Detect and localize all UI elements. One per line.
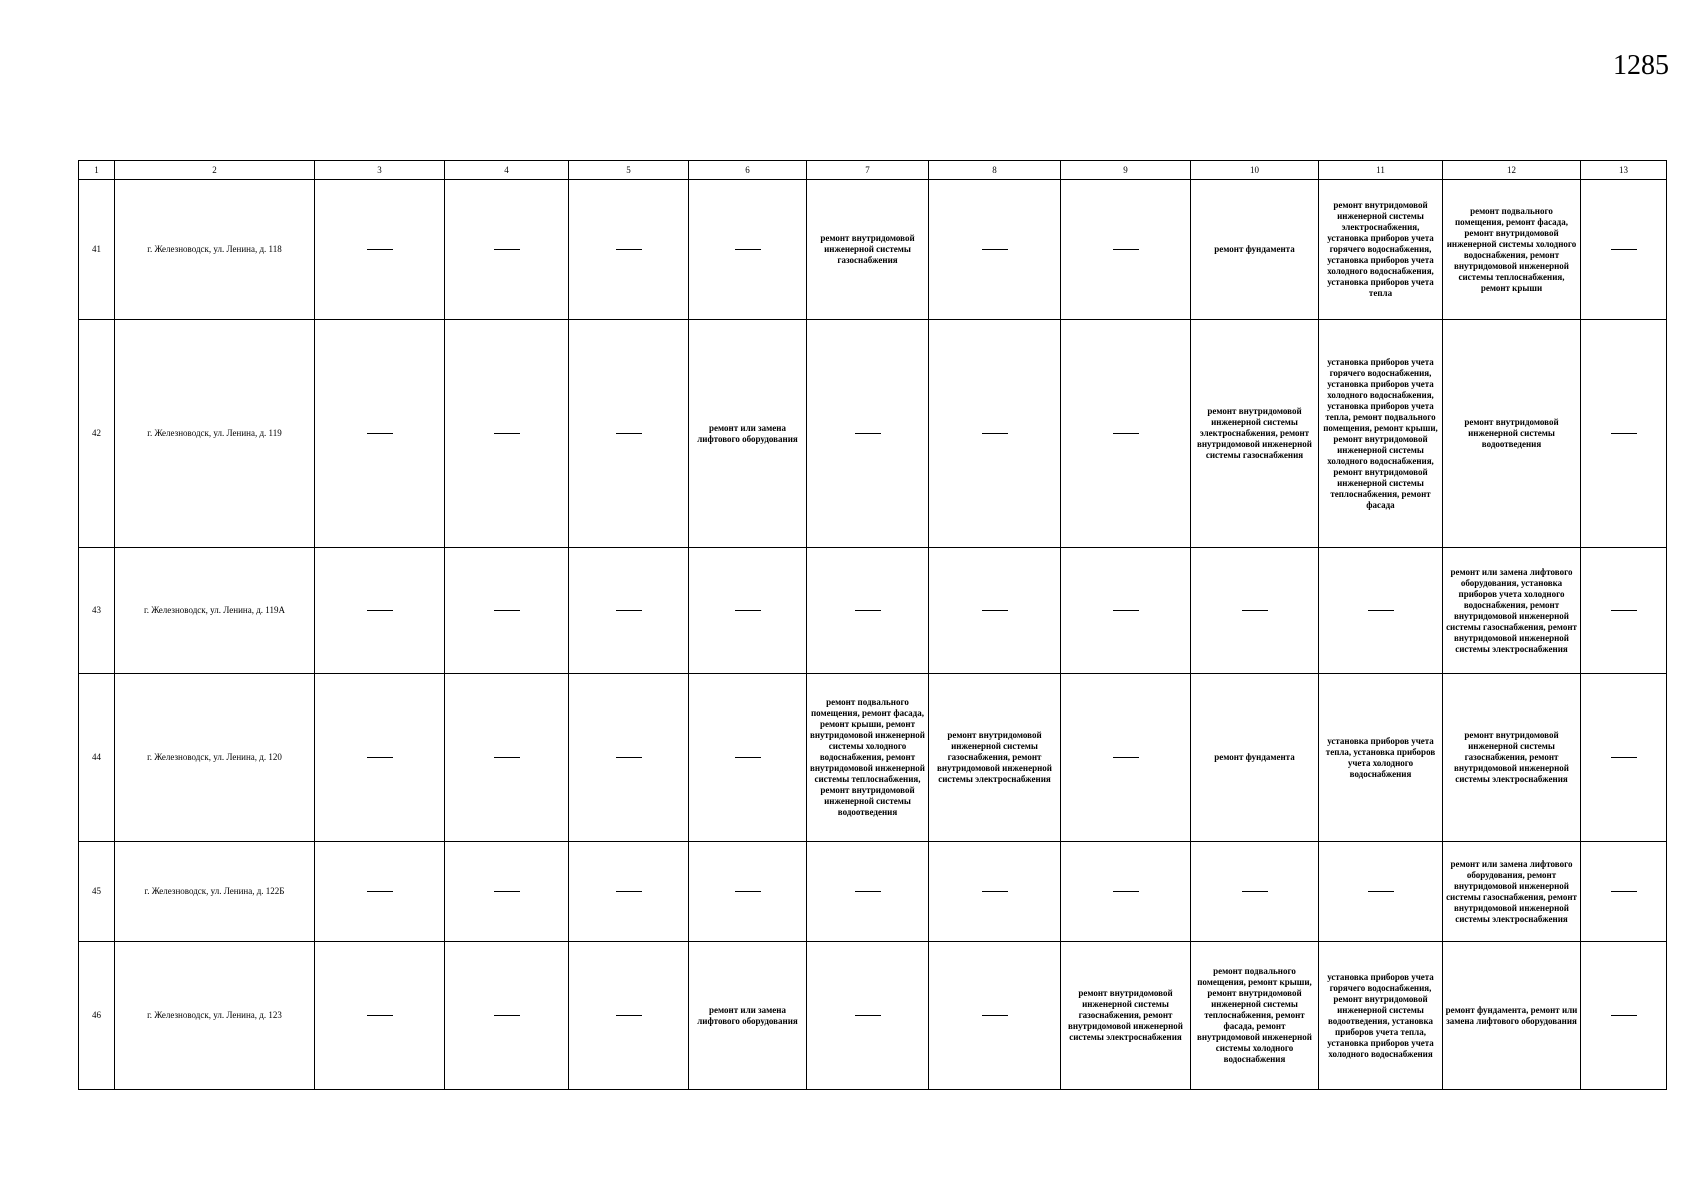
empty-cell xyxy=(569,320,689,548)
empty-cell xyxy=(929,842,1061,942)
dash-mark xyxy=(616,757,642,758)
dash-mark xyxy=(1368,891,1394,892)
empty-cell xyxy=(315,842,445,942)
row-number-cell: 43 xyxy=(79,548,115,674)
empty-cell xyxy=(1061,548,1191,674)
empty-cell xyxy=(1061,320,1191,548)
dash-mark xyxy=(1611,433,1637,434)
dash-mark xyxy=(616,433,642,434)
work-cell: ремонт внутридомовой инженерной системы водоотведения xyxy=(1443,320,1581,548)
dash-mark xyxy=(1113,433,1139,434)
empty-cell xyxy=(1061,180,1191,320)
table-row xyxy=(79,180,1667,320)
dash-mark xyxy=(1242,891,1268,892)
empty-cell xyxy=(1319,548,1443,674)
empty-cell xyxy=(689,180,807,320)
empty-cell xyxy=(1581,320,1667,548)
repair-schedule-table xyxy=(78,160,1667,1090)
dash-mark xyxy=(1611,891,1637,892)
empty-cell xyxy=(807,942,929,1090)
work-cell: ремонт или замена лифтового оборудования, ремонт внутридомовой инженерной системы газоснабжения, ремонт внутридомовой инженерной системы электроснабжения xyxy=(1443,842,1581,942)
dash-mark xyxy=(735,757,761,758)
empty-cell xyxy=(569,674,689,842)
dash-mark xyxy=(1242,610,1268,611)
column-number-cell: 11 xyxy=(1319,161,1443,180)
empty-cell xyxy=(315,942,445,1090)
empty-cell xyxy=(569,842,689,942)
empty-cell xyxy=(1581,548,1667,674)
table-row xyxy=(79,942,1667,1090)
address-cell: г. Железноводск, ул. Ленина, д. 123 xyxy=(115,942,315,1090)
dash-mark xyxy=(367,433,393,434)
empty-cell xyxy=(1061,842,1191,942)
dash-mark xyxy=(982,249,1008,250)
dash-mark xyxy=(855,433,881,434)
empty-cell xyxy=(445,548,569,674)
dash-mark xyxy=(494,757,520,758)
column-number-cell: 5 xyxy=(569,161,689,180)
empty-cell xyxy=(689,842,807,942)
empty-cell xyxy=(807,320,929,548)
empty-cell xyxy=(569,548,689,674)
empty-cell xyxy=(445,320,569,548)
work-cell: ремонт внутридомовой инженерной системы газоснабжения, ремонт внутридомовой инженерной системы электроснабжения xyxy=(929,674,1061,842)
address-cell: г. Железноводск, ул. Ленина, д. 122Б xyxy=(115,842,315,942)
dash-mark xyxy=(735,891,761,892)
dash-mark xyxy=(616,249,642,250)
dash-mark xyxy=(494,1015,520,1016)
work-cell: ремонт или замена лифтового оборудования xyxy=(689,942,807,1090)
dash-mark xyxy=(616,1015,642,1016)
dash-mark xyxy=(616,610,642,611)
empty-cell xyxy=(1581,842,1667,942)
work-cell: ремонт внутридомовой инженерной системы электроснабжения, ремонт внутридомовой инженерной системы газоснабжения xyxy=(1191,320,1319,548)
dash-mark xyxy=(367,249,393,250)
dash-mark xyxy=(982,433,1008,434)
table-row xyxy=(79,320,1667,548)
dash-mark xyxy=(982,1015,1008,1016)
column-number-cell: 10 xyxy=(1191,161,1319,180)
address-cell: г. Железноводск, ул. Ленина, д. 120 xyxy=(115,674,315,842)
dash-mark xyxy=(735,249,761,250)
dash-mark xyxy=(494,891,520,892)
dash-mark xyxy=(1611,249,1637,250)
empty-cell xyxy=(445,842,569,942)
work-cell: ремонт подвального помещения, ремонт фасада, ремонт крыши, ремонт внутридомовой инженерной системы холодного водоснабжения, ремонт внутридомовой инженерной системы теплоснабжения, ремонт внутридомовой инженерной системы водоотведения xyxy=(807,674,929,842)
dash-mark xyxy=(367,757,393,758)
dash-mark xyxy=(855,610,881,611)
column-number-row xyxy=(79,161,1667,180)
work-cell: ремонт внутридомовой инженерной системы газоснабжения, ремонт внутридомовой инженерной системы электроснабжения xyxy=(1443,674,1581,842)
address-cell: г. Железноводск, ул. Ленина, д. 119А xyxy=(115,548,315,674)
dash-mark xyxy=(1611,610,1637,611)
empty-cell xyxy=(929,548,1061,674)
work-cell: установка приборов учета горячего водоснабжения, ремонт внутридомовой инженерной системы водоотведения, установка приборов учета тепла, установка приборов учета холодного водоснабжения xyxy=(1319,942,1443,1090)
empty-cell xyxy=(1191,842,1319,942)
empty-cell xyxy=(315,548,445,674)
page-number: 1285 xyxy=(1613,50,1669,81)
column-number-cell: 12 xyxy=(1443,161,1581,180)
empty-cell xyxy=(929,180,1061,320)
work-cell: ремонт фундамента xyxy=(1191,180,1319,320)
empty-cell xyxy=(807,842,929,942)
dash-mark xyxy=(982,891,1008,892)
work-cell: ремонт фундамента, ремонт или замена лифтового оборудования xyxy=(1443,942,1581,1090)
dash-mark xyxy=(367,1015,393,1016)
empty-cell xyxy=(1581,180,1667,320)
work-cell: ремонт или замена лифтового оборудования xyxy=(689,320,807,548)
empty-cell xyxy=(929,942,1061,1090)
dash-mark xyxy=(855,1015,881,1016)
dash-mark xyxy=(494,433,520,434)
row-number-cell: 45 xyxy=(79,842,115,942)
dash-mark xyxy=(855,891,881,892)
empty-cell xyxy=(569,180,689,320)
column-number-cell: 6 xyxy=(689,161,807,180)
table-body xyxy=(79,161,1667,1090)
column-number-cell: 8 xyxy=(929,161,1061,180)
column-number-cell: 13 xyxy=(1581,161,1667,180)
work-cell: установка приборов учета тепла, установка приборов учета холодного водоснабжения xyxy=(1319,674,1443,842)
table-row xyxy=(79,674,1667,842)
work-cell: ремонт фундамента xyxy=(1191,674,1319,842)
column-number-cell: 4 xyxy=(445,161,569,180)
empty-cell xyxy=(1061,674,1191,842)
empty-cell xyxy=(1319,842,1443,942)
column-number-cell: 9 xyxy=(1061,161,1191,180)
work-cell: ремонт внутридомовой инженерной системы электроснабжения, установка приборов учета горячего водоснабжения, установка приборов учета холодного водоснабжения, установка приборов учета тепла xyxy=(1319,180,1443,320)
empty-cell xyxy=(315,320,445,548)
dash-mark xyxy=(1113,249,1139,250)
dash-mark xyxy=(494,249,520,250)
empty-cell xyxy=(315,674,445,842)
row-number-cell: 44 xyxy=(79,674,115,842)
empty-cell xyxy=(445,674,569,842)
table-row xyxy=(79,548,1667,674)
work-cell: установка приборов учета горячего водоснабжения, установка приборов учета холодного водоснабжения, установка приборов учета тепла, ремонт подвального помещения, ремонт крыши, ремонт внутридомовой инженерной системы холодного водоснабжения, ремонт внутридомовой инженерной системы теплоснабжения, ремонт фасада xyxy=(1319,320,1443,548)
work-cell: ремонт внутридомовой инженерной системы газоснабжения xyxy=(807,180,929,320)
dash-mark xyxy=(616,891,642,892)
dash-mark xyxy=(367,610,393,611)
work-cell: ремонт подвального помещения, ремонт крыши, ремонт внутридомовой инженерной системы теплоснабжения, ремонт фасада, ремонт внутридомовой инженерной системы холодного водоснабжения xyxy=(1191,942,1319,1090)
column-number-cell: 7 xyxy=(807,161,929,180)
dash-mark xyxy=(1368,610,1394,611)
empty-cell xyxy=(1191,548,1319,674)
dash-mark xyxy=(735,610,761,611)
row-number-cell: 42 xyxy=(79,320,115,548)
row-number-cell: 46 xyxy=(79,942,115,1090)
dash-mark xyxy=(367,891,393,892)
address-cell: г. Железноводск, ул. Ленина, д. 119 xyxy=(115,320,315,548)
work-cell: ремонт внутридомовой инженерной системы газоснабжения, ремонт внутридомовой инженерной системы электроснабжения xyxy=(1061,942,1191,1090)
empty-cell xyxy=(689,674,807,842)
dash-mark xyxy=(982,610,1008,611)
column-number-cell: 2 xyxy=(115,161,315,180)
empty-cell xyxy=(445,180,569,320)
empty-cell xyxy=(807,548,929,674)
empty-cell xyxy=(1581,674,1667,842)
empty-cell xyxy=(569,942,689,1090)
empty-cell xyxy=(929,320,1061,548)
empty-cell xyxy=(445,942,569,1090)
dash-mark xyxy=(1113,610,1139,611)
column-number-cell: 1 xyxy=(79,161,115,180)
column-number-cell: 3 xyxy=(315,161,445,180)
dash-mark xyxy=(1611,757,1637,758)
empty-cell xyxy=(689,548,807,674)
dash-mark xyxy=(1113,891,1139,892)
row-number-cell: 41 xyxy=(79,180,115,320)
table-row xyxy=(79,842,1667,942)
empty-cell xyxy=(1581,942,1667,1090)
dash-mark xyxy=(494,610,520,611)
work-cell: ремонт подвального помещения, ремонт фасада, ремонт внутридомовой инженерной системы холодного водоснабжения, ремонт внутридомовой инженерной системы теплоснабжения, ремонт крыши xyxy=(1443,180,1581,320)
work-cell: ремонт или замена лифтового оборудования, установка приборов учета холодного водоснабжения, ремонт внутридомовой инженерной системы газоснабжения, ремонт внутридомовой инженерной системы электроснабжения xyxy=(1443,548,1581,674)
empty-cell xyxy=(315,180,445,320)
dash-mark xyxy=(1113,757,1139,758)
address-cell: г. Железноводск, ул. Ленина, д. 118 xyxy=(115,180,315,320)
dash-mark xyxy=(1611,1015,1637,1016)
